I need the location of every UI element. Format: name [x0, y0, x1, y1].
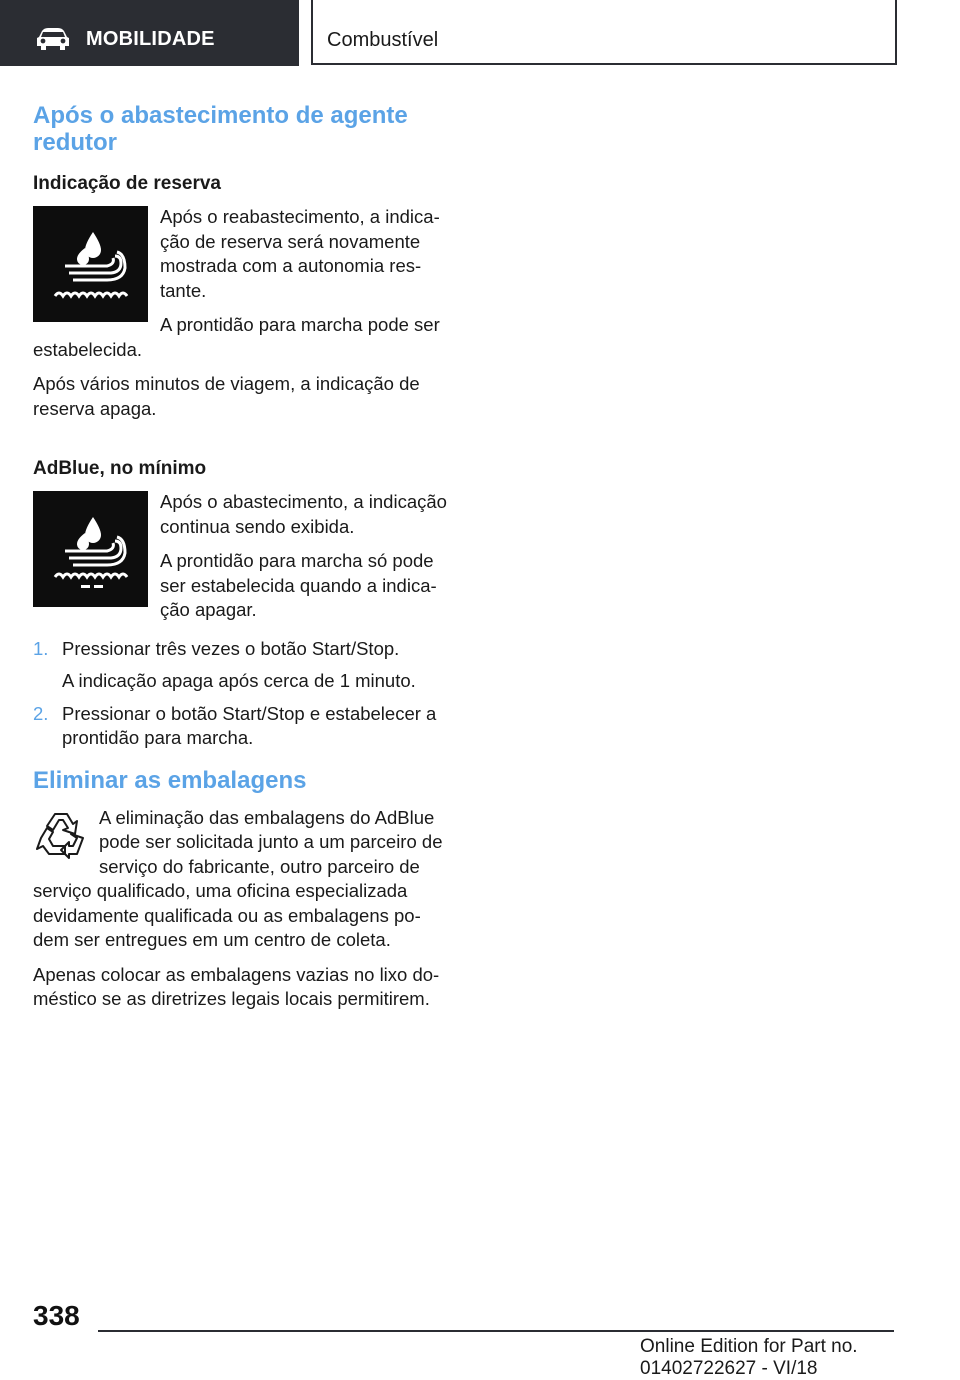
subsection-heading: AdBlue, no mínimo: [33, 458, 207, 479]
paragraph: Após vários minutos de viagem, a indicação de reserva apaga.: [33, 373, 420, 419]
adblue-reserve-warning-icon: [33, 206, 148, 322]
footer-divider: [98, 1330, 894, 1332]
steps-list: [33, 637, 447, 751]
step-number: 1.: [33, 637, 49, 659]
page-number: 338: [33, 1300, 80, 1331]
car-icon: [36, 27, 70, 51]
paragraph: Após o abastecimento, a indicação continua sendo exibida.: [160, 491, 447, 537]
adblue-minimum-warning-icon: [33, 491, 148, 607]
chapter-label: Combustível: [327, 29, 439, 51]
step-text: Pressionar o botão Start/Stop e estabelecer a prontidão para marcha.: [62, 702, 437, 748]
paragraph: A prontidão para marcha só pode ser estabelecida quando a indicação apagar.: [160, 550, 437, 620]
paragraph: Apenas colocar as embalagens vazias no lixo doméstico se as diretrizes legais locais permitirem.: [33, 963, 440, 1009]
section-title: Eliminar as embalagens: [33, 766, 307, 794]
paragraph: A eliminação das embalagens do AdBlue pode ser solicitada junto a um parceiro de serviço do fabricante, outro parceiro de serviço qualificado, uma oficina especializada devidamente qualificada ou as embalagens podem ser entregues em um centro de coleta.: [33, 806, 443, 950]
main-content: [33, 102, 447, 1022]
recycle-icon: [33, 808, 89, 864]
paragraph: A prontidão para marcha pode ser estabelecida.: [33, 314, 440, 360]
list-item: [33, 702, 447, 751]
paragraph: Após o reabastecimento, a indicação de reserva será novamente mostrada com a autonomia restante.: [160, 206, 440, 301]
list-item: [33, 637, 447, 694]
step-text: Pressionar três vezes o botão Start/Stop.: [62, 637, 400, 659]
edition-text: Online Edition for Part no. 01402722627 - VI/18: [640, 1336, 858, 1379]
section-label: MOBILIDADE: [86, 28, 215, 50]
step-number: 2.: [33, 702, 49, 724]
subsection-heading: Indicação de reserva: [33, 173, 221, 194]
section-title: Após o abastecimento de agente redutor: [33, 102, 408, 156]
header-section-tab: [0, 0, 299, 66]
header-chapter-box: [311, 0, 897, 65]
step-note: A indicação apaga após cerca de 1 minuto.: [62, 670, 416, 691]
